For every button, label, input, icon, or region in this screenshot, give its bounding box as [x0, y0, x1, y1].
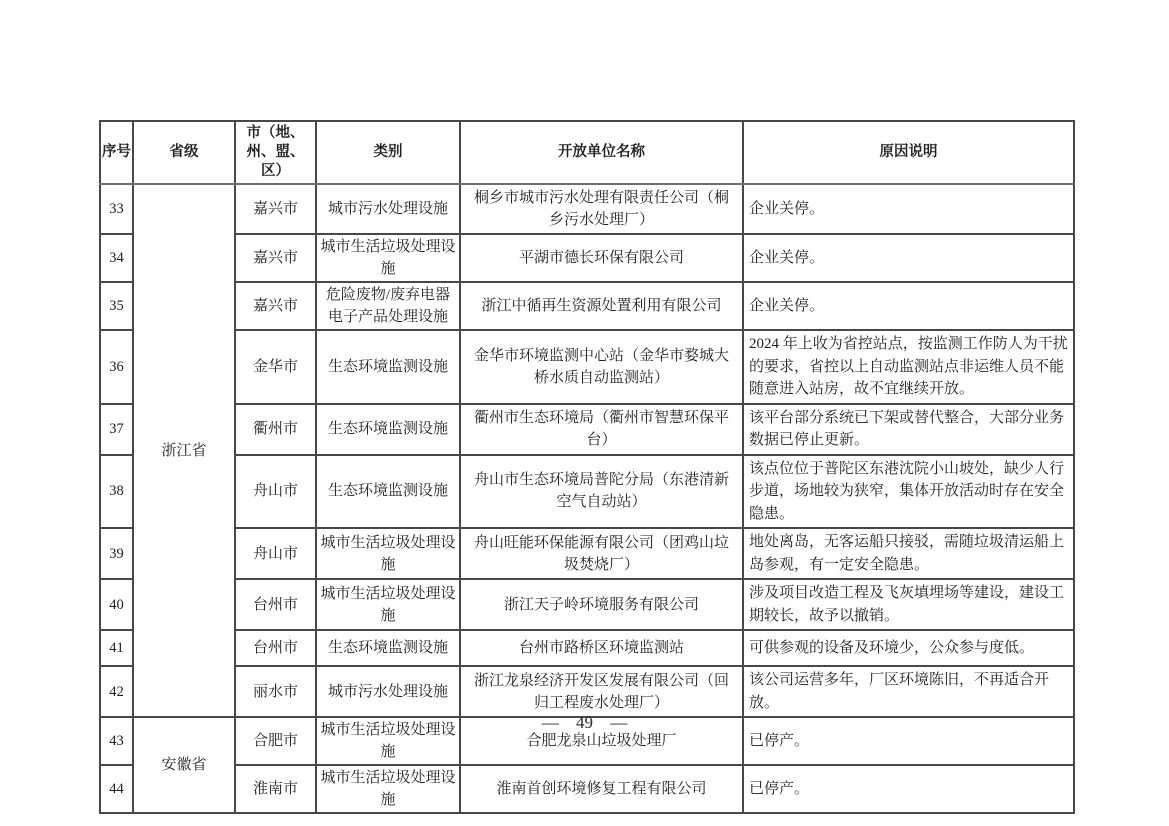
- table-row: [100, 528, 1074, 579]
- table-header: [100, 121, 1074, 184]
- cell-unit: 桐乡市城市污水处理有限责任公司（桐乡污水处理厂）: [460, 184, 743, 234]
- cell-city: 衢州市: [235, 404, 316, 455]
- cell-city: 台州市: [235, 630, 316, 666]
- cell-city: 嘉兴市: [235, 234, 316, 282]
- cell-reason: 2024 年上收为省控站点，按监测工作防人为干扰的要求，省控以上自动监测站点非运维人员不能随意进入站房，故不宜继续开放。: [743, 330, 1074, 404]
- cell-category: 城市污水处理设施: [316, 666, 460, 717]
- table-row: [100, 765, 1074, 813]
- cell-reason: 已停产。: [743, 765, 1074, 813]
- cell-city: 金华市: [235, 330, 316, 404]
- cell-no: 44: [100, 765, 133, 813]
- cell-city: 嘉兴市: [235, 184, 316, 234]
- table-row: [100, 234, 1074, 282]
- cell-city: 舟山市: [235, 455, 316, 529]
- cell-unit: 淮南首创环境修复工程有限公司: [460, 765, 743, 813]
- cell-no: 40: [100, 579, 133, 630]
- cell-reason: 企业关停。: [743, 184, 1074, 234]
- column-header-category: 类别: [316, 121, 460, 184]
- cell-reason: 该平台部分系统已下架或替代整合，大部分业务数据已停止更新。: [743, 404, 1074, 455]
- column-header-unit: 开放单位名称: [460, 121, 743, 184]
- header-row: [100, 121, 1074, 184]
- table-row: [100, 330, 1074, 404]
- cell-no: 37: [100, 404, 133, 455]
- cell-unit: 合肥龙泉山垃圾处理厂: [460, 717, 743, 765]
- cell-category: 城市污水处理设施: [316, 184, 460, 234]
- table-row: [100, 666, 1074, 717]
- table-row: [100, 184, 1074, 234]
- cell-unit: 平湖市德长环保有限公司: [460, 234, 743, 282]
- cell-category: 城市生活垃圾处理设施: [316, 579, 460, 630]
- cell-reason: 企业关停。: [743, 234, 1074, 282]
- table-row: [100, 579, 1074, 630]
- table-row: [100, 630, 1074, 666]
- cell-province: 安徽省: [133, 717, 235, 813]
- cell-reason: 可供参观的设备及环境少，公众参与度低。: [743, 630, 1074, 666]
- cell-unit: 舟山市生态环境局普陀分局（东港清新空气自动站）: [460, 455, 743, 529]
- cell-reason: 涉及项目改造工程及飞灰填埋场等建设，建设工期较长，故予以撤销。: [743, 579, 1074, 630]
- cell-no: 39: [100, 528, 133, 579]
- cell-city: 嘉兴市: [235, 282, 316, 330]
- cell-unit: 浙江天子岭环境服务有限公司: [460, 579, 743, 630]
- column-header-province: 省级: [133, 121, 235, 184]
- cell-reason: 地处离岛，无客运船只接驳，需随垃圾清运船上岛参观，有一定安全隐患。: [743, 528, 1074, 579]
- cell-no: 34: [100, 234, 133, 282]
- cell-reason: 企业关停。: [743, 282, 1074, 330]
- cell-category: 城市生活垃圾处理设施: [316, 717, 460, 765]
- table-row: [100, 282, 1074, 330]
- cell-category: 危险废物/废弃电器电子产品处理设施: [316, 282, 460, 330]
- cell-category: 城市生活垃圾处理设施: [316, 234, 460, 282]
- cell-reason: 该点位位于普陀区东港沈院小山坡处，缺少人行步道，场地较为狭窄，集体开放活动时存在安全隐患。: [743, 455, 1074, 529]
- cell-no: 33: [100, 184, 133, 234]
- cell-no: 41: [100, 630, 133, 666]
- cell-unit: 浙江中循再生资源处置利用有限公司: [460, 282, 743, 330]
- cell-category: 生态环境监测设施: [316, 404, 460, 455]
- column-header-reason: 原因说明: [743, 121, 1074, 184]
- cell-reason: 该公司运营多年，厂区环境陈旧，不再适合开放。: [743, 666, 1074, 717]
- facilities-table: [99, 120, 1075, 814]
- table-row: [100, 455, 1074, 529]
- cell-no: 38: [100, 455, 133, 529]
- cell-unit: 衢州市生态环境局（衢州市智慧环保平台）: [460, 404, 743, 455]
- cell-unit: 舟山旺能环保能源有限公司（团鸡山垃圾焚烧厂）: [460, 528, 743, 579]
- cell-no: 42: [100, 666, 133, 717]
- cell-city: 舟山市: [235, 528, 316, 579]
- cell-category: 城市生活垃圾处理设施: [316, 528, 460, 579]
- cell-category: 城市生活垃圾处理设施: [316, 765, 460, 813]
- cell-city: 丽水市: [235, 666, 316, 717]
- cell-no: 36: [100, 330, 133, 404]
- cell-city: 合肥市: [235, 717, 316, 765]
- cell-province: 浙江省: [133, 184, 235, 717]
- cell-category: 生态环境监测设施: [316, 330, 460, 404]
- cell-city: 淮南市: [235, 765, 316, 813]
- cell-category: 生态环境监测设施: [316, 630, 460, 666]
- cell-unit: 金华市环境监测中心站（金华市婺城大桥水质自动监测站）: [460, 330, 743, 404]
- column-header-no: 序号: [100, 121, 133, 184]
- cell-reason: 已停产。: [743, 717, 1074, 765]
- column-header-city: 市（地、州、盟、区）: [235, 121, 316, 184]
- cell-unit: 浙江龙泉经济开发区发展有限公司（回归工程废水处理厂）: [460, 666, 743, 717]
- page-number: — 49 —: [541, 713, 628, 732]
- table-row: [100, 404, 1074, 455]
- cell-city: 台州市: [235, 579, 316, 630]
- cell-no: 35: [100, 282, 133, 330]
- cell-unit: 台州市路桥区环境监测站: [460, 630, 743, 666]
- cell-category: 生态环境监测设施: [316, 455, 460, 529]
- cell-no: 43: [100, 717, 133, 765]
